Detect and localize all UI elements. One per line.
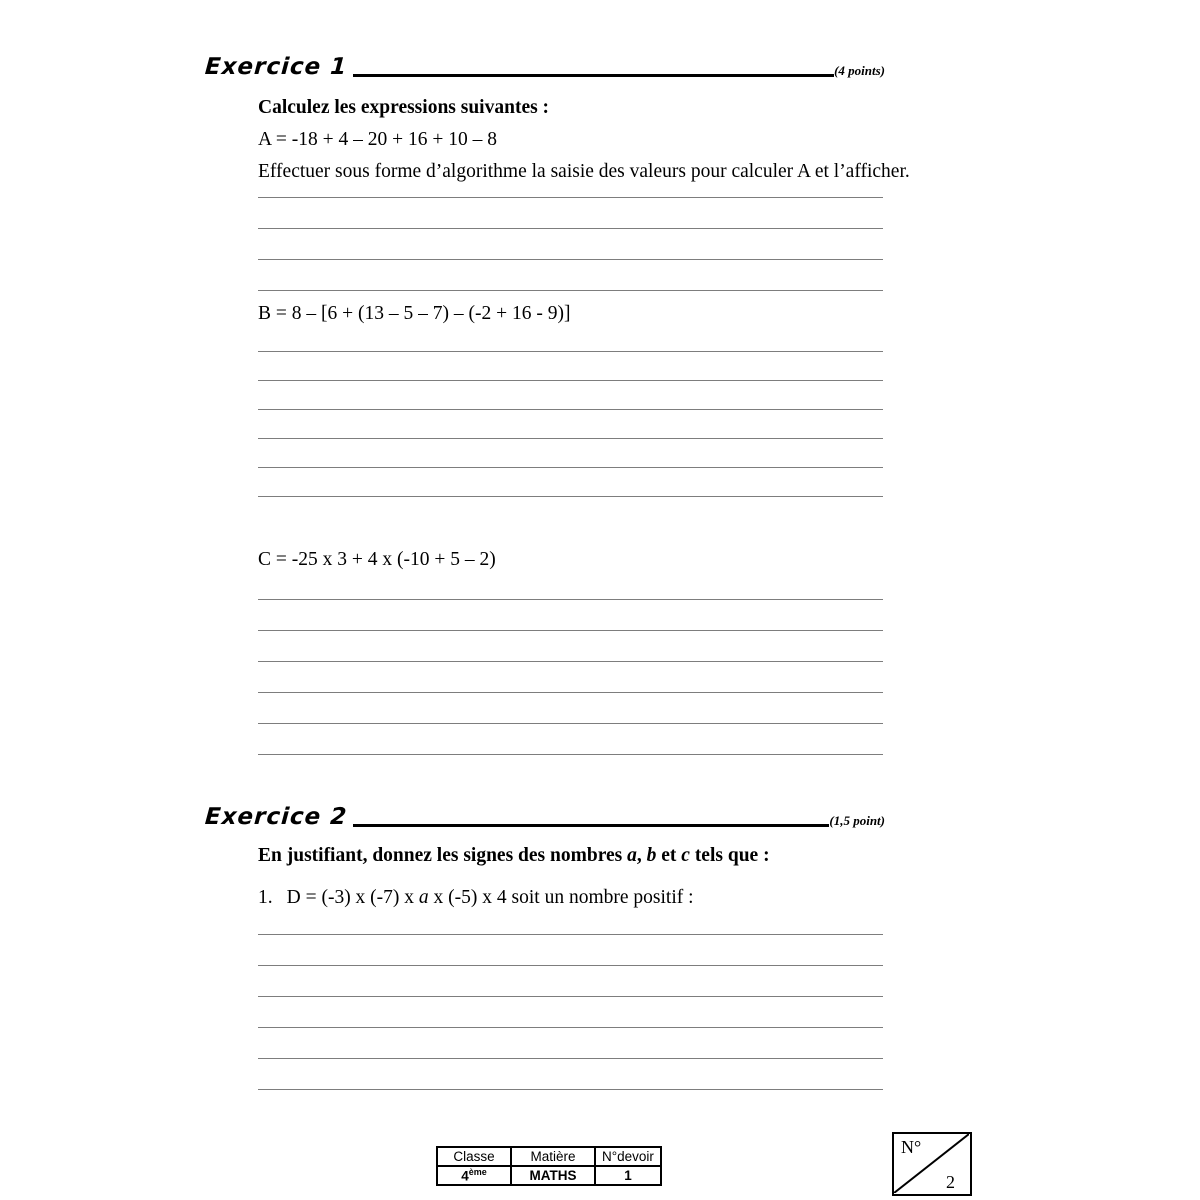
answer-lines-c — [258, 569, 883, 755]
header-ndevoir: N°devoir — [595, 1147, 661, 1166]
footer-id-table — [436, 1146, 662, 1186]
exercise1-header — [205, 54, 885, 80]
answer-line — [258, 966, 883, 997]
variable-a: a — [627, 845, 637, 866]
answer-line — [258, 569, 883, 600]
instruction-a: Effectuer sous forme d’algorithme la saisie des valeurs pour calculer A et l’afficher. — [258, 161, 910, 182]
variable-a: a — [418, 887, 429, 908]
answer-line — [258, 381, 883, 410]
page-number-label: N° — [901, 1137, 922, 1157]
answer-line — [258, 693, 883, 724]
expression-b: B = 8 – [6 + (13 – 5 – 7) – (-2 + 16 - 9)] — [258, 303, 571, 324]
answer-line — [258, 468, 883, 497]
exercise1-header-rule — [353, 74, 834, 77]
answer-line — [258, 1059, 883, 1090]
page-number-value: 2 — [946, 1172, 955, 1192]
answer-line — [258, 997, 883, 1028]
header-classe: Classe — [437, 1147, 511, 1166]
item1-number: 1. — [258, 887, 273, 908]
answer-line — [258, 410, 883, 439]
exercise2-points: (1,5 point) — [829, 813, 885, 828]
answer-line — [258, 724, 883, 755]
answer-lines-b — [258, 323, 883, 497]
footer-table-value-row — [437, 1166, 661, 1185]
exercise1-title: Exercice 1 — [204, 54, 349, 80]
value-matiere: MATHS — [511, 1166, 595, 1185]
expression-c: C = -25 x 3 + 4 x (-10 + 5 – 2) — [258, 549, 496, 570]
value-ndevoir: 1 — [595, 1166, 661, 1185]
footer-table-header-row — [437, 1147, 661, 1166]
answer-line — [258, 662, 883, 693]
page-number-box — [892, 1132, 972, 1196]
expression-a: A = -18 + 4 – 20 + 16 + 10 – 8 — [258, 129, 497, 150]
exercise2-title: Exercice 2 — [204, 804, 349, 830]
answer-line — [258, 198, 883, 229]
answer-line — [258, 600, 883, 631]
answer-line — [258, 229, 883, 260]
answer-lines-a — [258, 167, 883, 291]
answer-line — [258, 631, 883, 662]
answer-line — [258, 323, 883, 352]
exercise2-intro: En justifiant, donnez les signes des nombres a, b et c tels que : — [258, 845, 770, 866]
variable-c: c — [681, 845, 690, 866]
answer-line — [258, 935, 883, 966]
answer-line — [258, 904, 883, 935]
exercise2-header-rule — [353, 824, 829, 827]
answer-line — [258, 167, 883, 198]
variable-b: b — [646, 845, 657, 866]
answer-line — [258, 260, 883, 291]
exercise1-intro: Calculez les expressions suivantes : — [258, 97, 550, 118]
answer-line — [258, 352, 883, 381]
header-matiere: Matière — [511, 1147, 595, 1166]
answer-line — [258, 1028, 883, 1059]
exercise2-item1: 1. D = (-3) x (-7) x a x (-5) x 4 soit un nombre positif : — [258, 887, 694, 908]
exercise2-header — [205, 804, 885, 830]
exercise1-points: (4 points) — [834, 63, 885, 78]
answer-line — [258, 439, 883, 468]
answer-lines-d — [258, 904, 883, 1090]
value-classe: 4ème — [437, 1166, 511, 1185]
